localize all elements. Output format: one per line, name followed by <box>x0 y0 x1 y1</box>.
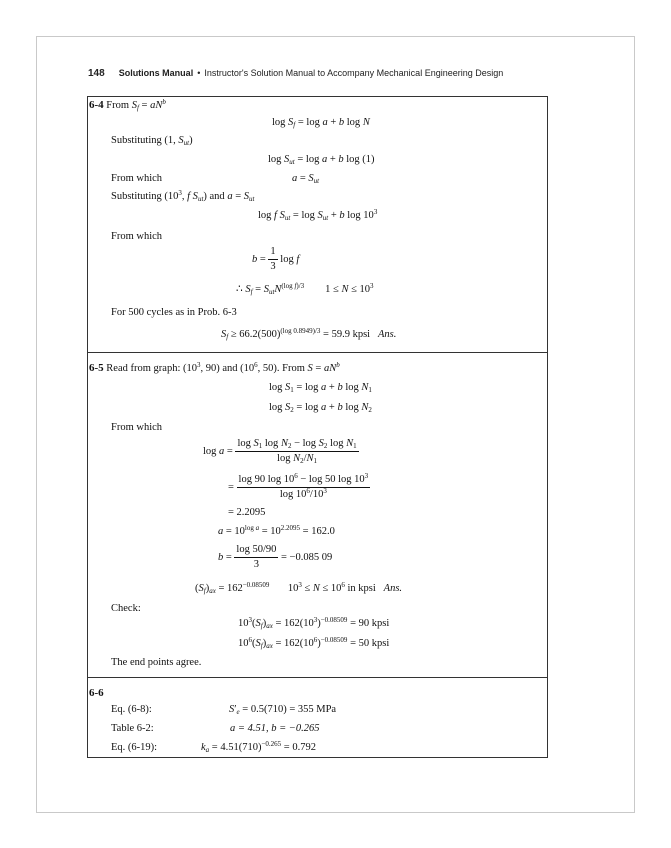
label-text: Substituting <box>111 191 162 202</box>
book-subtitle: Instructor's Solution Manual to Accompany Mechanical Engineering Design <box>204 68 504 78</box>
row-equation: $S'_e = 0.5(710) = 355$ MPa <box>229 704 337 716</box>
problem-number: 6-6 <box>89 687 104 699</box>
page-number: 148 <box>88 68 105 79</box>
bullet-separator: • <box>197 68 201 78</box>
substituting-line <box>111 136 193 147</box>
equation: $\log S_2 = \log a + b$ $\log N_2$ <box>269 402 372 414</box>
equation: = $\frac{\log 90 \log 10^6 - \log 50 \log 10^3}{\log 10^6/10^3}$ <box>228 472 369 500</box>
row-value: = 0.5(710) = 355 MPa <box>242 704 337 715</box>
equation: $a = S_{ut}$ <box>227 191 255 203</box>
row-label: Table 6-2: <box>111 723 154 734</box>
b-equation: b = $\frac{\log 50/90}{3}$ = −0.085 09 <box>218 544 333 570</box>
check-equation-1: $10^3(S_f)_{ax} = 162(10^3)^{-0.08509} = 90$ kpsi <box>238 616 390 630</box>
result-value: 66.2(500) <box>239 329 281 340</box>
log-a-value: = 2.2095 <box>228 507 266 518</box>
intro-text: Read from graph: <box>106 363 181 374</box>
equation: $a = S_{ut}$ <box>292 173 320 185</box>
problem-6-4 <box>89 100 166 112</box>
problem-number: 6-4 <box>89 99 104 111</box>
equation: $\log S_{ut} = \log a + b$ log (1) <box>268 154 375 166</box>
range-equation: $(S_f)_{ax} = 162^{-0.08509}$ $10^3 \le N \le 10^6$ in kpsi Ans. <box>195 581 403 595</box>
separator-6-5 <box>87 352 548 353</box>
units-text: in kpsi <box>347 583 376 594</box>
a-equation: $a = 10^{log a} = 10^{2.2095} = 162.0$ <box>218 524 335 537</box>
equation: log f $S_{ut} = \log S_{ut} + b$ $\log 10^3$ <box>258 208 378 222</box>
from-which-label: From which <box>111 231 163 242</box>
problem-6-5 <box>89 363 340 375</box>
row-value: = 0.792 <box>283 742 316 753</box>
points-text: ($10^3$, 90) and ($10^6$, 50). From <box>182 361 305 374</box>
equation: (1, $S_{ut}$) <box>164 135 193 147</box>
equation: ∴ $S_f = S_{ut}N^{(log f)/3}$ $1 \le N \le 10^3$ <box>236 282 374 296</box>
equation: $S = aN^b$ <box>307 361 340 374</box>
answer-marker: Ans. <box>377 329 397 340</box>
check-value: = 50 kpsi <box>350 638 390 649</box>
from-which-label: From which <box>111 173 163 184</box>
check-value: = 90 kpsi <box>350 618 390 629</box>
row-equation <box>230 724 320 735</box>
label-text: Substituting <box>111 135 162 146</box>
answer-marker: Ans. <box>383 583 403 594</box>
check-label: Check: <box>111 603 141 614</box>
intro-text: From <box>106 100 130 111</box>
for-500-cycles: For 500 cycles as in Prob. 6-3 <box>111 307 237 318</box>
a-value: = 162.0 <box>302 526 335 537</box>
equation: $\log S_f = \log a + b$ log N <box>272 117 370 129</box>
end-points-text: The end points agree. <box>111 657 202 668</box>
row-label: Eq. (6-19): <box>111 742 158 753</box>
separator-6-6 <box>87 677 548 678</box>
equation: ($10^3$, f $S_{ut}$) <box>164 189 207 203</box>
equation: $\log S_1 = \log a + b$ $\log N_1$ <box>269 382 372 394</box>
substituting-line-2 <box>111 189 255 203</box>
check-equation-2: $10^6(S_f)_{ax} = 162(10^6)^{-0.08509} = 50$ kpsi <box>238 636 390 650</box>
b-value: = −0.085 09 <box>281 551 333 563</box>
row-equation: $k_a = 4.51(710)^{-0.265} = 0.792$ <box>201 740 316 754</box>
result-tail: = 59.9 kpsi <box>323 329 371 340</box>
running-head <box>88 68 503 79</box>
equation: $S_f = aN^b$ <box>131 98 166 112</box>
row-value: a = 4.51, b = −0.265 <box>230 723 320 734</box>
equation: b = $\frac{1}{3}$ log f <box>252 246 300 272</box>
result-equation: $S_f \ge 66.2(500)^{(log 0.8949)/3} = 59.9$ kpsi Ans. <box>221 327 397 341</box>
from-which-label: From which <box>111 422 163 433</box>
row-label: Eq. (6-8): <box>111 704 152 715</box>
book-title: Solutions Manual <box>118 68 194 78</box>
problem-number: 6-5 <box>89 362 104 374</box>
equation: log a = $\frac{\log S_1 \log N_2 - \log S_2 \log N_1}{\log N_2/N_1}$ <box>203 438 357 465</box>
label-text: and <box>209 191 225 202</box>
